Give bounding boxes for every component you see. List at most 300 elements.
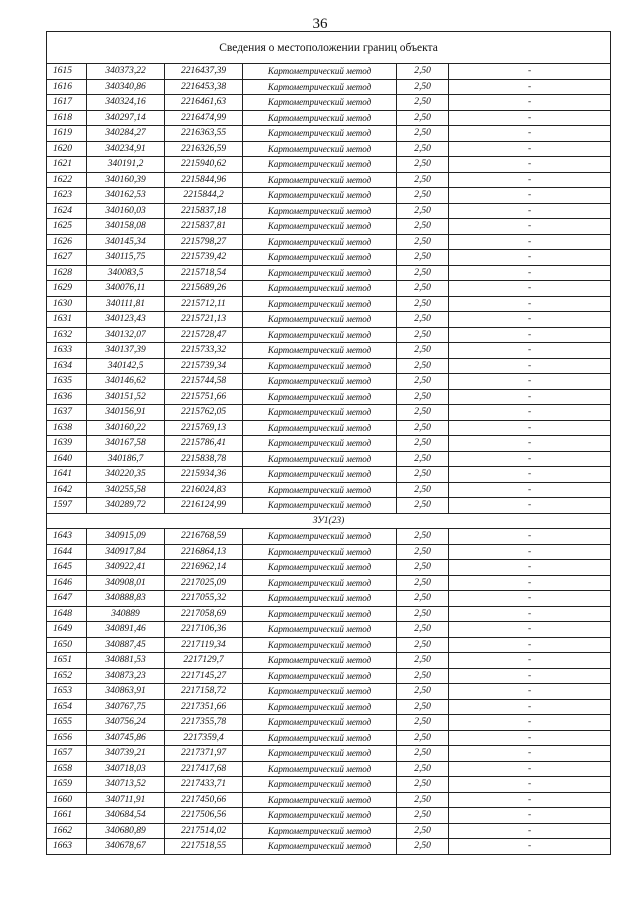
cell-method: Картометрический метод: [243, 343, 397, 359]
table-row: [47, 591, 611, 607]
cell-coord-x: 340289,72: [87, 498, 165, 514]
cell-method: Картометрический метод: [243, 792, 397, 808]
table-row: [47, 172, 611, 188]
cell-accuracy: 2,50: [397, 544, 449, 560]
cell-coord-x: 340160,03: [87, 203, 165, 219]
cell-accuracy: 2,50: [397, 792, 449, 808]
page-number: 36: [312, 16, 328, 32]
cell-accuracy: 2,50: [397, 451, 449, 467]
cell-point-number: 1657: [47, 746, 87, 762]
cell-description: -: [449, 327, 611, 343]
cell-point-number: 1618: [47, 110, 87, 126]
cell-accuracy: 2,50: [397, 746, 449, 762]
cell-point-number: 1646: [47, 575, 87, 591]
cell-description: -: [449, 591, 611, 607]
cell-description: -: [449, 544, 611, 560]
cell-coord-x: 340917,84: [87, 544, 165, 560]
cell-method: Картометрический метод: [243, 358, 397, 374]
table-row: [47, 95, 611, 111]
cell-coord-y: 2217433,71: [165, 777, 243, 793]
cell-description: -: [449, 126, 611, 142]
cell-point-number: 1617: [47, 95, 87, 111]
cell-method: Картометрический метод: [243, 575, 397, 591]
cell-coord-x: 340373,22: [87, 64, 165, 80]
cell-description: -: [449, 219, 611, 235]
cell-point-number: 1622: [47, 172, 87, 188]
cell-description: -: [449, 684, 611, 700]
cell-accuracy: 2,50: [397, 808, 449, 824]
cell-point-number: 1626: [47, 234, 87, 250]
cell-coord-y: 2215721,13: [165, 312, 243, 328]
cell-coord-y: 2216363,55: [165, 126, 243, 142]
cell-description: -: [449, 234, 611, 250]
cell-method: Картометрический метод: [243, 389, 397, 405]
cell-coord-y: 2216453,38: [165, 79, 243, 95]
cell-description: -: [449, 95, 611, 111]
cell-coord-x: 340167,58: [87, 436, 165, 452]
table-row: [47, 451, 611, 467]
cell-coord-y: 2217158,72: [165, 684, 243, 700]
cell-method: Картометрический метод: [243, 606, 397, 622]
cell-point-number: 1632: [47, 327, 87, 343]
cell-description: -: [449, 560, 611, 576]
cell-coord-y: 2217359,4: [165, 730, 243, 746]
cell-coord-y: 2215838,78: [165, 451, 243, 467]
cell-accuracy: 2,50: [397, 312, 449, 328]
cell-accuracy: 2,50: [397, 420, 449, 436]
cell-coord-x: 340324,16: [87, 95, 165, 111]
table-row: [47, 203, 611, 219]
cell-accuracy: 2,50: [397, 653, 449, 669]
cell-point-number: 1635: [47, 374, 87, 390]
cell-method: Картометрический метод: [243, 699, 397, 715]
cell-coord-y: 2215940,62: [165, 157, 243, 173]
cell-method: Картометрический метод: [243, 234, 397, 250]
cell-point-number: 1649: [47, 622, 87, 638]
cell-accuracy: 2,50: [397, 575, 449, 591]
table-row: [47, 823, 611, 839]
cell-coord-y: 2215728,47: [165, 327, 243, 343]
cell-description: -: [449, 746, 611, 762]
table-row: [47, 560, 611, 576]
cell-coord-x: 340083,5: [87, 265, 165, 281]
table-title-row: [47, 32, 611, 64]
cell-method: Картометрический метод: [243, 281, 397, 297]
cell-accuracy: 2,50: [397, 203, 449, 219]
cell-method: Картометрический метод: [243, 327, 397, 343]
cell-description: -: [449, 188, 611, 204]
cell-accuracy: 2,50: [397, 219, 449, 235]
table-row: [47, 575, 611, 591]
cell-coord-x: 340684,54: [87, 808, 165, 824]
cell-description: -: [449, 405, 611, 421]
cell-coord-y: 2215739,42: [165, 250, 243, 266]
cell-description: -: [449, 575, 611, 591]
table-row: [47, 219, 611, 235]
cell-point-number: 1625: [47, 219, 87, 235]
cell-accuracy: 2,50: [397, 343, 449, 359]
cell-description: -: [449, 172, 611, 188]
table-row: [47, 622, 611, 638]
cell-accuracy: 2,50: [397, 234, 449, 250]
cell-accuracy: 2,50: [397, 327, 449, 343]
cell-coord-x: 340220,35: [87, 467, 165, 483]
cell-coord-x: 340680,89: [87, 823, 165, 839]
cell-point-number: 1642: [47, 482, 87, 498]
cell-description: -: [449, 823, 611, 839]
cell-coord-y: 2216768,59: [165, 529, 243, 545]
cell-method: Картометрический метод: [243, 746, 397, 762]
cell-coord-y: 2216461,63: [165, 95, 243, 111]
cell-accuracy: 2,50: [397, 188, 449, 204]
cell-coord-y: 2215712,11: [165, 296, 243, 312]
cell-point-number: 1621: [47, 157, 87, 173]
cell-coord-x: 340142,5: [87, 358, 165, 374]
cell-accuracy: 2,50: [397, 281, 449, 297]
cell-description: -: [449, 141, 611, 157]
cell-point-number: 1650: [47, 637, 87, 653]
cell-description: -: [449, 839, 611, 855]
cell-point-number: 1652: [47, 668, 87, 684]
cell-point-number: 1655: [47, 715, 87, 731]
cell-coord-x: 340160,39: [87, 172, 165, 188]
cell-description: -: [449, 265, 611, 281]
cell-point-number: 1640: [47, 451, 87, 467]
table-row: [47, 374, 611, 390]
cell-point-number: 1634: [47, 358, 87, 374]
cell-description: -: [449, 343, 611, 359]
cell-method: Картометрический метод: [243, 374, 397, 390]
table-row: [47, 110, 611, 126]
cell-method: Картометрический метод: [243, 560, 397, 576]
cell-coord-x: 340887,45: [87, 637, 165, 653]
cell-description: -: [449, 451, 611, 467]
cell-description: -: [449, 203, 611, 219]
table-row: [47, 343, 611, 359]
cell-accuracy: 2,50: [397, 374, 449, 390]
cell-point-number: 1639: [47, 436, 87, 452]
cell-coord-x: 340915,09: [87, 529, 165, 545]
cell-method: Картометрический метод: [243, 668, 397, 684]
cell-description: -: [449, 296, 611, 312]
cell-accuracy: 2,50: [397, 622, 449, 638]
cell-coord-x: 340891,46: [87, 622, 165, 638]
cell-coord-x: 340889: [87, 606, 165, 622]
table-row: [47, 482, 611, 498]
cell-point-number: 1638: [47, 420, 87, 436]
cell-method: Картометрический метод: [243, 839, 397, 855]
cell-coord-x: 340284,27: [87, 126, 165, 142]
cell-coord-y: 2215733,32: [165, 343, 243, 359]
cell-coord-y: 2217055,32: [165, 591, 243, 607]
cell-accuracy: 2,50: [397, 95, 449, 111]
cell-accuracy: 2,50: [397, 110, 449, 126]
cell-description: -: [449, 606, 611, 622]
cell-coord-x: 340186,7: [87, 451, 165, 467]
cell-point-number: 1636: [47, 389, 87, 405]
cell-description: -: [449, 777, 611, 793]
cell-coord-x: 340158,08: [87, 219, 165, 235]
table-row: [47, 234, 611, 250]
cell-coord-y: 2217025,09: [165, 575, 243, 591]
cell-point-number: 1623: [47, 188, 87, 204]
boundary-coordinates-table: [46, 31, 611, 855]
cell-coord-x: 340718,03: [87, 761, 165, 777]
cell-coord-y: 2217514,02: [165, 823, 243, 839]
cell-accuracy: 2,50: [397, 79, 449, 95]
table-row: [47, 126, 611, 142]
cell-point-number: 1633: [47, 343, 87, 359]
cell-accuracy: 2,50: [397, 529, 449, 545]
cell-point-number: 1656: [47, 730, 87, 746]
cell-accuracy: 2,50: [397, 436, 449, 452]
cell-accuracy: 2,50: [397, 358, 449, 374]
cell-method: Картометрический метод: [243, 79, 397, 95]
cell-point-number: 1641: [47, 467, 87, 483]
table-row: [47, 777, 611, 793]
cell-coord-y: 2215786,41: [165, 436, 243, 452]
cell-description: -: [449, 529, 611, 545]
cell-coord-x: 340132,07: [87, 327, 165, 343]
cell-point-number: 1661: [47, 808, 87, 824]
cell-description: -: [449, 808, 611, 824]
cell-coord-x: 340076,11: [87, 281, 165, 297]
cell-method: Картометрический метод: [243, 265, 397, 281]
cell-description: -: [449, 436, 611, 452]
cell-accuracy: 2,50: [397, 668, 449, 684]
cell-method: Картометрический метод: [243, 653, 397, 669]
cell-coord-x: 340863,91: [87, 684, 165, 700]
cell-method: Картометрический метод: [243, 141, 397, 157]
cell-description: -: [449, 668, 611, 684]
cell-method: Картометрический метод: [243, 808, 397, 824]
cell-coord-x: 340191,2: [87, 157, 165, 173]
cell-point-number: 1658: [47, 761, 87, 777]
cell-method: Картометрический метод: [243, 591, 397, 607]
cell-coord-y: 2216124,99: [165, 498, 243, 514]
cell-method: Картометрический метод: [243, 482, 397, 498]
cell-point-number: 1629: [47, 281, 87, 297]
table-row: [47, 141, 611, 157]
cell-coord-y: 2217371,97: [165, 746, 243, 762]
cell-accuracy: 2,50: [397, 761, 449, 777]
cell-description: -: [449, 761, 611, 777]
cell-coord-x: 340111,81: [87, 296, 165, 312]
cell-method: Картометрический метод: [243, 219, 397, 235]
cell-method: Картометрический метод: [243, 188, 397, 204]
cell-description: -: [449, 653, 611, 669]
cell-coord-y: 2215837,81: [165, 219, 243, 235]
table-row: [47, 436, 611, 452]
cell-point-number: 1647: [47, 591, 87, 607]
table-row: [47, 653, 611, 669]
cell-coord-y: 2215751,66: [165, 389, 243, 405]
cell-accuracy: 2,50: [397, 560, 449, 576]
cell-accuracy: 2,50: [397, 141, 449, 157]
cell-description: -: [449, 250, 611, 266]
table-row: [47, 281, 611, 297]
cell-description: -: [449, 498, 611, 514]
table-row: [47, 296, 611, 312]
cell-coord-x: 340145,34: [87, 234, 165, 250]
cell-coord-y: 2217351,66: [165, 699, 243, 715]
cell-description: -: [449, 358, 611, 374]
table-row: [47, 792, 611, 808]
cell-description: -: [449, 730, 611, 746]
cell-coord-y: 2217145,27: [165, 668, 243, 684]
cell-coord-y: 2217106,36: [165, 622, 243, 638]
cell-description: -: [449, 699, 611, 715]
cell-coord-x: 340297,14: [87, 110, 165, 126]
table-row: [47, 420, 611, 436]
cell-coord-y: 2215718,54: [165, 265, 243, 281]
cell-coord-y: 2217058,69: [165, 606, 243, 622]
cell-point-number: 1643: [47, 529, 87, 545]
cell-coord-y: 2217417,68: [165, 761, 243, 777]
cell-method: Картометрический метод: [243, 405, 397, 421]
cell-coord-x: 340888,83: [87, 591, 165, 607]
cell-point-number: 1662: [47, 823, 87, 839]
cell-coord-x: 340881,53: [87, 653, 165, 669]
cell-coord-x: 340767,75: [87, 699, 165, 715]
cell-coord-x: 340255,58: [87, 482, 165, 498]
cell-point-number: 1644: [47, 544, 87, 560]
cell-coord-x: 340162,53: [87, 188, 165, 204]
cell-coord-y: 2217355,78: [165, 715, 243, 731]
cell-coord-x: 340234,91: [87, 141, 165, 157]
cell-method: Картометрический метод: [243, 823, 397, 839]
cell-point-number: 1648: [47, 606, 87, 622]
cell-coord-y: 2215844,2: [165, 188, 243, 204]
cell-accuracy: 2,50: [397, 777, 449, 793]
cell-accuracy: 2,50: [397, 498, 449, 514]
table-row: [47, 637, 611, 653]
cell-method: Картометрический метод: [243, 451, 397, 467]
cell-coord-y: 2215837,18: [165, 203, 243, 219]
cell-coord-y: 2216326,59: [165, 141, 243, 157]
cell-coord-x: 340713,52: [87, 777, 165, 793]
cell-coord-x: 340678,67: [87, 839, 165, 855]
table-row: [47, 544, 611, 560]
cell-point-number: 1616: [47, 79, 87, 95]
cell-accuracy: 2,50: [397, 637, 449, 653]
cell-coord-x: 340123,43: [87, 312, 165, 328]
cell-coord-y: 2215934,36: [165, 467, 243, 483]
cell-point-number: 1659: [47, 777, 87, 793]
cell-accuracy: 2,50: [397, 591, 449, 607]
cell-point-number: 1627: [47, 250, 87, 266]
cell-point-number: 1645: [47, 560, 87, 576]
table-row: [47, 761, 611, 777]
cell-description: -: [449, 792, 611, 808]
cell-description: -: [449, 64, 611, 80]
cell-method: Картометрический метод: [243, 110, 397, 126]
cell-accuracy: 2,50: [397, 172, 449, 188]
cell-point-number: 1624: [47, 203, 87, 219]
table-row: [47, 64, 611, 80]
cell-accuracy: 2,50: [397, 250, 449, 266]
cell-method: Картометрический метод: [243, 498, 397, 514]
section-label: ЗУ1(23): [47, 513, 611, 529]
cell-description: -: [449, 482, 611, 498]
cell-coord-x: 340873,23: [87, 668, 165, 684]
cell-coord-x: 340160,22: [87, 420, 165, 436]
table-row: [47, 389, 611, 405]
cell-accuracy: 2,50: [397, 64, 449, 80]
cell-method: Картометрический метод: [243, 730, 397, 746]
cell-method: Картометрический метод: [243, 172, 397, 188]
table-row: [47, 250, 611, 266]
cell-accuracy: 2,50: [397, 684, 449, 700]
cell-method: Картометрический метод: [243, 622, 397, 638]
cell-accuracy: 2,50: [397, 126, 449, 142]
cell-description: -: [449, 374, 611, 390]
cell-coord-y: 2216437,39: [165, 64, 243, 80]
cell-point-number: 1651: [47, 653, 87, 669]
cell-description: -: [449, 79, 611, 95]
table-row: [47, 606, 611, 622]
cell-method: Картометрический метод: [243, 157, 397, 173]
cell-method: Картометрический метод: [243, 250, 397, 266]
cell-coord-y: 2216962,14: [165, 560, 243, 576]
cell-method: Картометрический метод: [243, 126, 397, 142]
cell-coord-y: 2216024,83: [165, 482, 243, 498]
table-row: [47, 715, 611, 731]
cell-coord-x: 340711,91: [87, 792, 165, 808]
cell-point-number: 1619: [47, 126, 87, 142]
cell-accuracy: 2,50: [397, 467, 449, 483]
cell-description: -: [449, 281, 611, 297]
table-row: [47, 839, 611, 855]
cell-method: Картометрический метод: [243, 529, 397, 545]
table-row: [47, 358, 611, 374]
table-row: [47, 467, 611, 483]
cell-point-number: 1630: [47, 296, 87, 312]
cell-accuracy: 2,50: [397, 699, 449, 715]
cell-accuracy: 2,50: [397, 482, 449, 498]
cell-coord-x: 340146,62: [87, 374, 165, 390]
table-row: [47, 808, 611, 824]
table-row: [47, 79, 611, 95]
table-row: [47, 730, 611, 746]
cell-coord-y: 2215798,27: [165, 234, 243, 250]
cell-point-number: 1631: [47, 312, 87, 328]
cell-coord-x: 340115,75: [87, 250, 165, 266]
cell-coord-y: 2217129,7: [165, 653, 243, 669]
cell-point-number: 1663: [47, 839, 87, 855]
cell-accuracy: 2,50: [397, 389, 449, 405]
cell-coord-y: 2215739,34: [165, 358, 243, 374]
cell-coord-y: 2217119,34: [165, 637, 243, 653]
cell-accuracy: 2,50: [397, 606, 449, 622]
cell-coord-y: 2215844,96: [165, 172, 243, 188]
cell-description: -: [449, 389, 611, 405]
cell-method: Картометрический метод: [243, 637, 397, 653]
cell-accuracy: 2,50: [397, 405, 449, 421]
table-row: [47, 746, 611, 762]
cell-method: Картометрический метод: [243, 420, 397, 436]
cell-coord-x: 340745,86: [87, 730, 165, 746]
table-row: [47, 327, 611, 343]
cell-coord-x: 340137,39: [87, 343, 165, 359]
cell-accuracy: 2,50: [397, 715, 449, 731]
cell-method: Картометрический метод: [243, 312, 397, 328]
table-row: [47, 668, 611, 684]
cell-method: Картометрический метод: [243, 436, 397, 452]
cell-point-number: 1628: [47, 265, 87, 281]
cell-description: -: [449, 420, 611, 436]
cell-point-number: 1637: [47, 405, 87, 421]
